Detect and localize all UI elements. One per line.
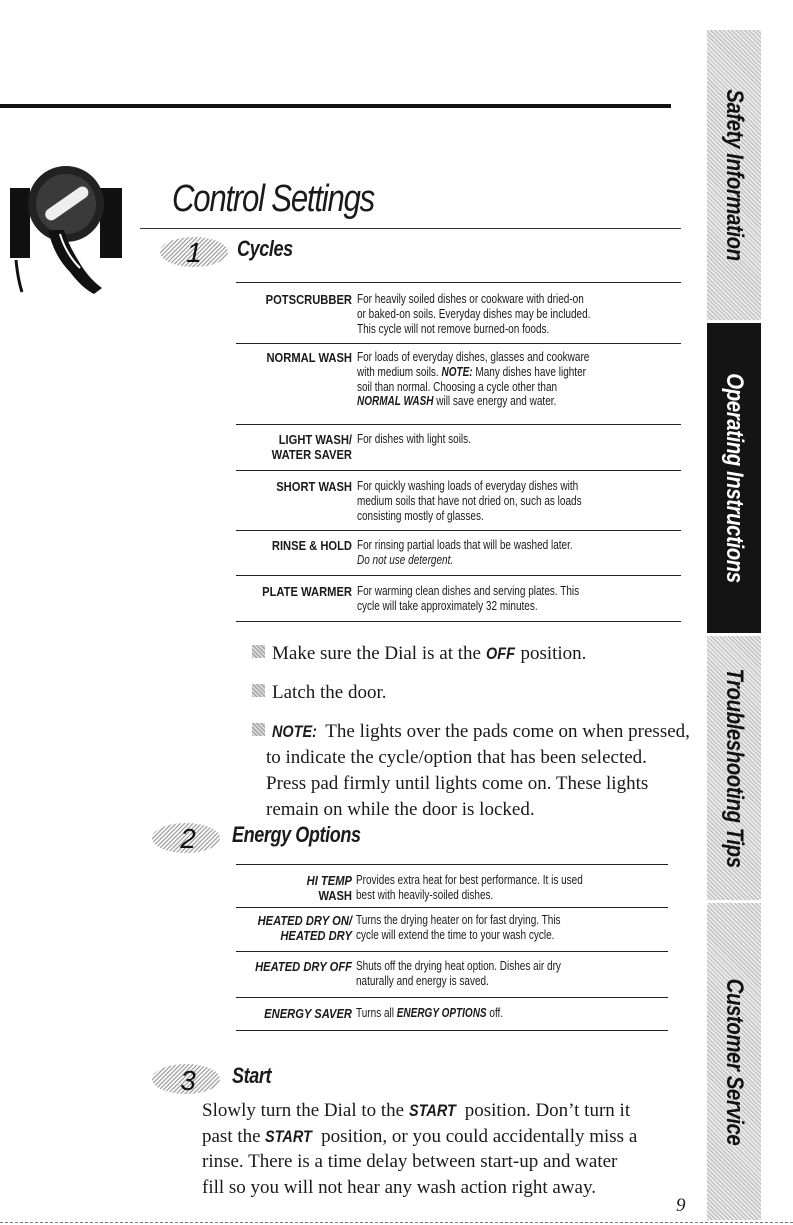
bullet-square-icon — [252, 684, 265, 697]
instruction-bullet-dial-off: Make sure the Dial is at the OFF position. — [252, 641, 692, 667]
title-rule — [140, 228, 681, 229]
step-2-badge — [150, 819, 222, 857]
cycle-description: For heavily soiled dishes or cookware with dried-on or baked-on soils. Everyday dishes may be included. This cycle will not remove burned-on foods. — [357, 292, 591, 336]
cycle-description: For quickly washing loads of everyday dishes with medium soils that have not dried on, such as loads consisting mostly of glasses. — [357, 479, 582, 523]
cycle-label: SHORT WASH — [276, 479, 352, 494]
divider — [236, 1030, 668, 1031]
cycle-description: For rinsing partial loads that will be washed later. Do not use detergent. — [357, 538, 573, 567]
step-3-number: 3 — [180, 1065, 196, 1096]
energy-option-description: Shuts off the drying heat option. Dishes air dry naturally and energy is saved. — [356, 959, 561, 988]
divider — [236, 575, 681, 576]
cycle-label: RINSE & HOLD — [271, 538, 352, 553]
step-1-number: 1 — [186, 237, 202, 268]
divider — [236, 997, 668, 998]
energy-option-description: Turns all ENERGY OPTIONS off. — [356, 1006, 504, 1020]
side-tab-troubleshooting-tips[interactable] — [707, 636, 761, 900]
top-rule — [0, 104, 671, 108]
energy-option-label: HEATED DRY OFF — [255, 959, 352, 974]
bullet-square-icon — [252, 723, 265, 736]
cycle-description: For loads of everyday dishes, glasses and cookware with medium soils. NOTE: Many dishes have lighter soil than normal. Choosing a cycle other than NORMAL WASH will save energy and water. — [357, 350, 590, 409]
instruction-bullet-latch: Latch the door. — [252, 680, 692, 706]
energy-option-label: HEATED DRY ON/ HEATED DRY — [257, 913, 352, 943]
page-number: 9 — [676, 1195, 686, 1216]
divider — [236, 907, 668, 908]
bullet-square-icon — [252, 645, 265, 658]
divider — [236, 951, 668, 952]
side-tab-safety-information[interactable] — [707, 30, 761, 320]
energy-option-description: Turns the drying heater on for fast drying. This cycle will extend the time to your wash cycle. — [356, 913, 561, 942]
cycle-label: LIGHT WASH/ WATER SAVER — [271, 432, 352, 462]
cycle-label: POTSCRUBBER — [265, 292, 352, 307]
section-heading-start: Start — [232, 1063, 272, 1088]
side-tab-label: Safety Information — [721, 89, 748, 261]
energy-option-description: Provides extra heat for best performance. It is used best with heavily-soiled dishes. — [356, 873, 583, 902]
page-title: Control Settings — [172, 178, 375, 220]
section-heading-cycles: Cycles — [237, 236, 293, 261]
side-tab-label: Troubleshooting Tips — [721, 668, 748, 868]
divider — [236, 470, 681, 471]
divider — [236, 864, 668, 865]
cycle-label: NORMAL WASH — [266, 350, 352, 365]
cycle-description: For warming clean dishes and serving plates. This cycle will take approximately 32 minutes. — [357, 584, 580, 613]
divider — [236, 282, 681, 283]
control-dial-hand-icon — [8, 160, 136, 300]
cycle-description: For dishes with light soils. — [357, 432, 471, 446]
divider — [236, 343, 681, 344]
section-heading-energy-options: Energy Options — [232, 822, 361, 847]
side-tab-label: Operating Instructions — [721, 373, 748, 583]
side-tab-label: Customer Service — [721, 978, 748, 1145]
divider — [236, 621, 681, 622]
bottom-rule — [0, 1222, 793, 1223]
divider — [236, 424, 681, 425]
cycle-label: PLATE WARMER — [262, 584, 352, 599]
side-tab-operating-instructions[interactable] — [707, 323, 761, 633]
energy-option-label: ENERGY SAVER — [264, 1006, 352, 1021]
divider — [236, 530, 681, 531]
step-2-number: 2 — [180, 823, 196, 854]
instruction-bullet-note: NOTE: The lights over the pads come on when pressed, to indicate the cycle/option that has been selected. Press pad firmly until lights come on. These lights remain on while the door is locked. — [252, 719, 692, 823]
step-3-badge — [150, 1060, 222, 1098]
start-instructions: Slowly turn the Dial to the START position. Don’t turn it past the START position, or you could accidentally miss a rinse. There is a time delay between start-up and water fill so you will not hear any wash action right away. — [202, 1100, 638, 1198]
step-1-badge — [158, 233, 230, 271]
side-tab-customer-service[interactable] — [707, 903, 761, 1220]
side-tab-navigation — [707, 30, 761, 1220]
energy-option-label: HI TEMP WASH — [306, 873, 352, 903]
